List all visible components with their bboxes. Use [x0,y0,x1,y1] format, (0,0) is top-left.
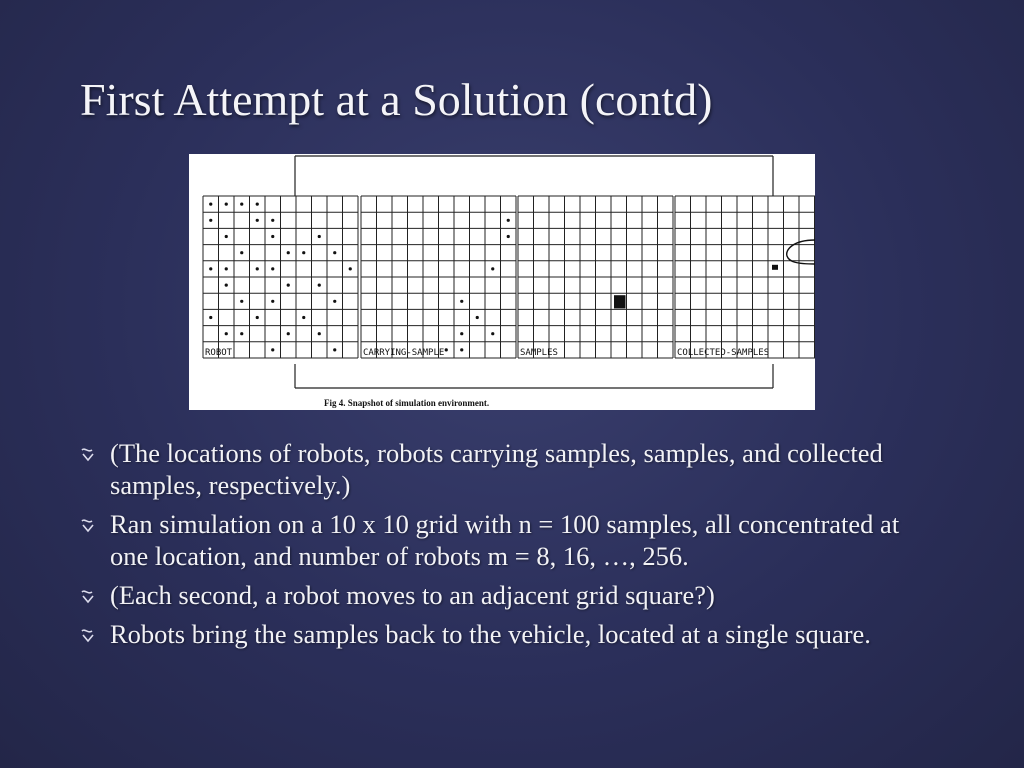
grid-dot [209,316,212,319]
grid-panel [518,196,673,358]
bullet-text: Ran simulation on a 10 x 10 grid with n = 100 samples, all concentrated at one location, and number of robots m = 8, 16, …, 256. [110,509,900,571]
bullet-item [80,618,900,650]
grid-dot [333,300,336,303]
grid-dot [287,251,290,254]
grid-dot [318,235,321,238]
bullet-text: (Each second, a robot moves to an adjacent grid square?) [110,580,715,610]
grid-dot [209,203,212,206]
bullet-item [80,508,900,572]
grid-dot [271,300,274,303]
bullet-text: (The locations of robots, robots carrying samples, samples, and collected samples, respectively.) [110,438,883,500]
grid-panel-label: COLLECTED-SAMPLES [677,348,770,358]
grid-dot [318,284,321,287]
grid-dot [240,251,243,254]
grid-dot [225,203,228,206]
grid-dot [271,235,274,238]
grid-dot [240,332,243,335]
grid-dot [287,332,290,335]
grid-dot [209,219,212,222]
grid-panel [675,196,815,358]
grid-dot [225,284,228,287]
slide-title: First Attempt at a Solution (contd) [80,74,713,125]
grid-dot [256,203,259,206]
grid-panel [361,196,516,358]
grid-dot [225,235,228,238]
grid-dot [333,251,336,254]
tilde-bullet-icon [80,627,96,643]
grid-panel-label: SAMPLES [520,348,558,358]
grid-dot [271,219,274,222]
grid-dot [256,267,259,270]
grid-dot [476,316,479,319]
bullet-text: Robots bring the samples back to the vehicle, located at a single square. [110,619,871,649]
grid-dot [333,348,336,351]
grid-dot [287,284,290,287]
grid-dot [491,267,494,270]
grid-dot [225,332,228,335]
tilde-bullet-icon [80,517,96,533]
grid-dot [240,203,243,206]
grid-dot [240,300,243,303]
sample-pile [614,295,626,308]
grid-dot [460,300,463,303]
bullet-item [80,579,900,611]
grid-panel-label: ROBOT [205,348,233,358]
simulation-figure [189,154,815,410]
collected-sample-mark [772,265,778,270]
figure-caption: Fig 4. Snapshot of simulation environment. [324,398,490,408]
grid-panel-label: CARRYING-SAMPLE [363,348,445,358]
grid-dot [256,219,259,222]
bullet-item [80,437,900,501]
tilde-bullet-icon [80,446,96,462]
grid-dot [225,267,228,270]
grid-dot [507,235,510,238]
grid-dot [302,316,305,319]
grid-dot [209,267,212,270]
grid-dot [460,332,463,335]
grid-dot [256,316,259,319]
grid-dot [271,348,274,351]
simulation-snapshot-image [189,154,815,410]
grid-dot [445,348,448,351]
grid-dot [318,332,321,335]
grid-dot [349,267,352,270]
bullet-list [80,437,900,657]
grid-dot [271,267,274,270]
tilde-bullet-icon [80,588,96,604]
grid-panel [203,196,358,358]
grid-dot [460,348,463,351]
grid-dot [302,251,305,254]
grid-dot [507,219,510,222]
grid-dot [491,332,494,335]
